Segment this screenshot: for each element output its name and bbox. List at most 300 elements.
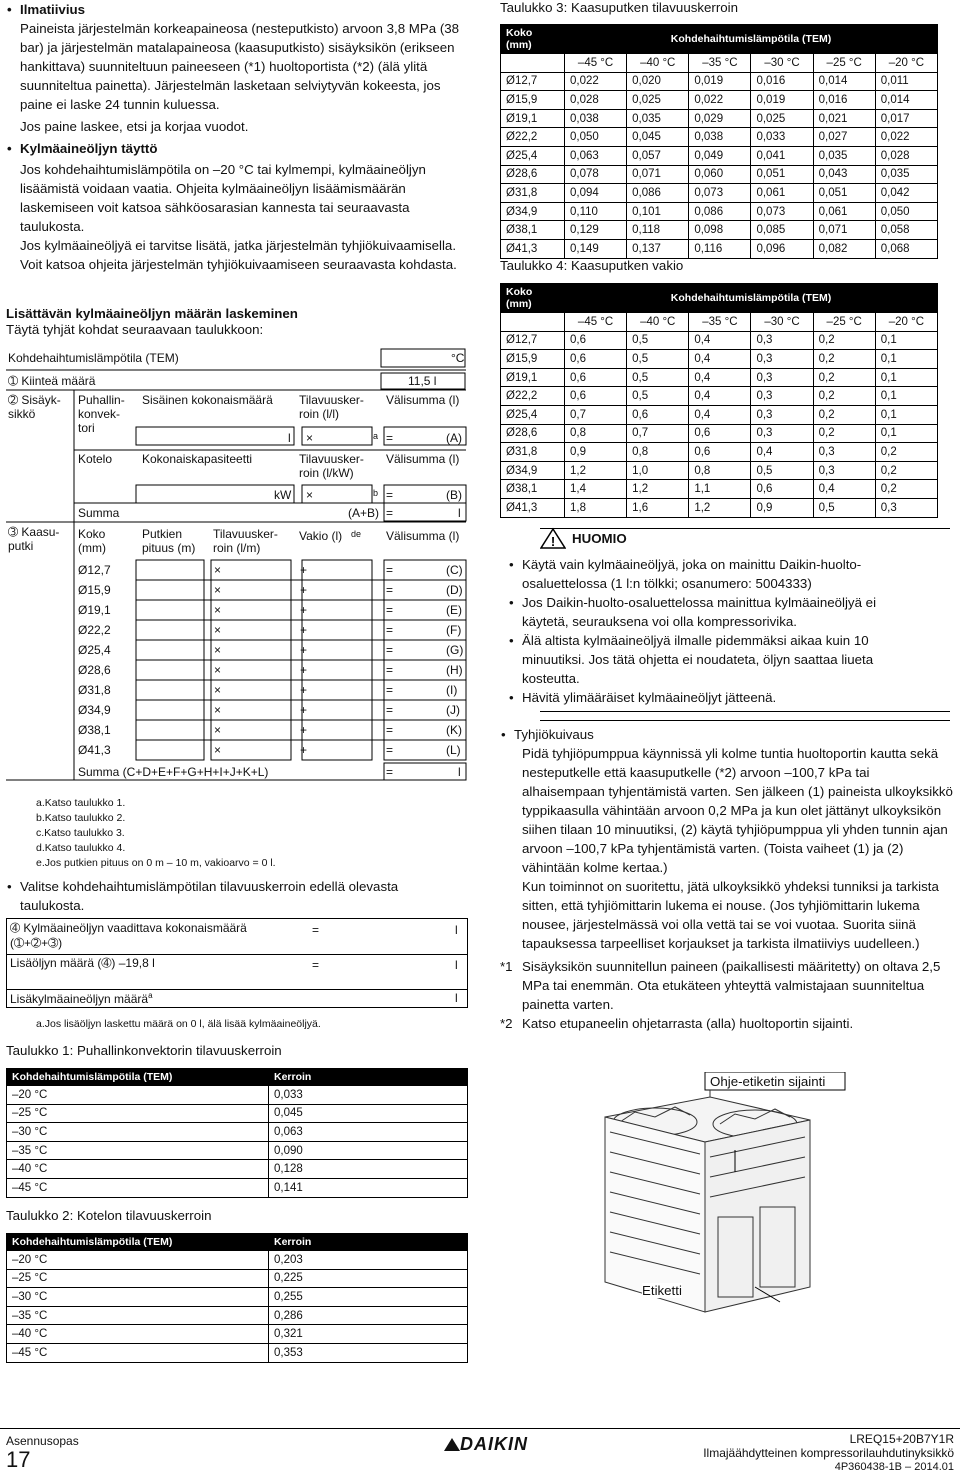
table-cell: Ø19,1	[501, 109, 565, 128]
table-cell: 0,060	[689, 165, 751, 184]
table-cell: 0,021	[813, 109, 875, 128]
calc-pipe-eq: =	[386, 563, 394, 577]
calc-A: (A)	[446, 431, 462, 445]
table-cell: 0,5	[813, 498, 875, 517]
table-row	[7, 1325, 468, 1344]
calc-pipe-row	[6, 700, 468, 720]
table-cell: Ø22,2	[501, 387, 565, 406]
warning-icon	[540, 527, 566, 549]
calc-pipe-row	[6, 580, 468, 600]
table-cell: 0,051	[751, 165, 813, 184]
table-cell: 0,1	[875, 350, 937, 369]
calc-pipe-plus: +	[300, 663, 308, 677]
table-cell: 0,029	[689, 109, 751, 128]
table-cell: 0,025	[627, 91, 689, 110]
table-row	[501, 165, 938, 184]
table-row	[501, 221, 938, 240]
calc-a-sup: a	[373, 431, 379, 441]
table-cell: 0,4	[813, 480, 875, 499]
table-cell: 0,027	[813, 128, 875, 147]
table-cell: 0,035	[875, 165, 937, 184]
calc-summa: Summa	[78, 506, 120, 520]
table4-title: Taulukko 4: Kaasuputken vakio	[500, 258, 684, 273]
fn2-marker: *2	[500, 1016, 513, 1031]
svg-text:!: !	[550, 534, 556, 549]
table-row	[501, 239, 938, 258]
table-cell: 0,149	[565, 239, 627, 258]
calc-pipe-size: Ø25,4	[78, 643, 111, 657]
table-row	[501, 424, 938, 443]
table-cell: –45 °C	[7, 1178, 269, 1197]
daikin-logo-text: DAIKIN	[460, 1434, 528, 1454]
calc-tilv3: Tilavuusker-roin (l/m)	[213, 527, 278, 555]
calc-l4: l	[458, 765, 461, 779]
table-cell: 0,9	[565, 443, 627, 462]
total-oil-box	[6, 918, 468, 1008]
calc-valis3: Välisumma (l)	[386, 529, 460, 543]
extra-oil-unit: l	[455, 958, 458, 972]
tyhjio-block	[500, 720, 955, 1033]
table-cell: 0,020	[627, 72, 689, 91]
table-cell: 1,1	[689, 480, 751, 499]
calc-times: ×	[306, 431, 314, 445]
table-cell: 0,073	[751, 202, 813, 221]
table-cell: 0,016	[813, 91, 875, 110]
footer-right	[703, 1432, 954, 1474]
calc-row3-label: ➂ Kaasu-putki	[8, 525, 60, 553]
ohje-label: Ohje-etiketin sijainti	[707, 1074, 828, 1089]
table-cell: 0,058	[875, 221, 937, 240]
table-cell: 0,6	[627, 405, 689, 424]
table-cell: 0,6	[565, 368, 627, 387]
t2-h1: Kohdehaihtumislämpötila (TEM)	[7, 1234, 269, 1251]
huomio-item: • Hävitä ylimääräiset kylmäaineöljyt jätteenä.	[508, 688, 900, 707]
t1-h2: Kerroin	[269, 1069, 468, 1086]
calc-koko: Koko (mm)	[78, 527, 106, 555]
table-cell: Ø19,1	[501, 368, 565, 387]
table-cell: –20 °C	[7, 1086, 269, 1105]
table-row	[7, 1141, 468, 1160]
bullet-oil-title: • Kylmäaineöljyn täyttö	[6, 139, 466, 158]
table-cell: 0,082	[813, 239, 875, 258]
calc-pipe-size: Ø19,1	[78, 603, 111, 617]
table-cell: 1,0	[627, 461, 689, 480]
huomio-item: • Käytä vain kylmäaineöljyä, joka on mainittu Daikin-huolto-osaluettelossa (1 l:n tölkki; osanumero: 5004333)	[508, 555, 900, 593]
table-cell: 0,073	[689, 184, 751, 203]
table-cell: 0,1	[875, 331, 937, 350]
calc-pipe-size: Ø15,9	[78, 583, 111, 597]
fn2-text: Katso etupaneelin ohjetarrasta (alla) huoltoportin sijainti.	[522, 1016, 854, 1031]
table-subheader-cell: –20 °C	[875, 313, 937, 332]
table-cell: 0,1	[875, 424, 937, 443]
calc-pipe-plus: +	[300, 643, 308, 657]
tyhjio-title: • Tyhjiökuivaus	[500, 725, 955, 744]
table-row	[501, 146, 938, 165]
table-cell: 0,101	[627, 202, 689, 221]
calc-pipe-size: Ø28,6	[78, 663, 111, 677]
table-cell: 0,042	[875, 184, 937, 203]
oil-text: Jos kohdehaihtumislämpötila on –20 °C tai kylmempi, kylmäaineöljyn lisäämistä voidaan vaatia. Ohjeita kylmäaineöljyn lisäämismäärän laskemiseen voit katsoa sähköosarasian kannesta tai seuraavasta taulukosta.	[20, 162, 426, 234]
table-cell: 0,3	[875, 498, 937, 517]
calc-sisainen: Sisäinen kokonaismäärä	[142, 393, 273, 407]
table-cell: 0,033	[269, 1086, 468, 1105]
table-cell: Ø38,1	[501, 221, 565, 240]
footnote-1	[500, 957, 955, 1014]
table-cell: –45 °C	[7, 1343, 269, 1362]
table-cell: 1,8	[565, 498, 627, 517]
calc-pipe-plus: +	[300, 623, 308, 637]
note-b: b.Katso taulukko 2.	[36, 812, 126, 824]
table-cell: 0,086	[627, 184, 689, 203]
calc-putkien: Putkien pituus (m)	[142, 527, 196, 555]
table-cell: 0,141	[269, 1178, 468, 1197]
t3-h1: Koko (mm)	[501, 25, 565, 54]
table-cell: 0,4	[689, 387, 751, 406]
calc-pipe-plus: +	[300, 603, 308, 617]
table-row	[501, 480, 938, 499]
table-cell: –35 °C	[7, 1141, 269, 1160]
calc-pipe-eq: =	[386, 723, 394, 737]
table-subheader-cell: –35 °C	[689, 54, 751, 73]
oil-text2: Jos kylmäaineöljyä ei tarvitse lisätä, jatka järjestelmän tyhjiökuivaamisella. Voit katsoa ohjeita järjestelmän tyhjiökuivaamiseen seuraavasta kohdasta.	[20, 238, 457, 272]
table-subheader-cell: –25 °C	[813, 54, 875, 73]
calc-vakio: Vakio (l)	[299, 529, 343, 543]
table-cell: 0,096	[751, 239, 813, 258]
calc-pipe-letter: (L)	[446, 743, 461, 757]
table-cell: 0,078	[565, 165, 627, 184]
table-cell: 0,6	[689, 443, 751, 462]
table-row	[501, 350, 938, 369]
table-subheader-cell: –20 °C	[875, 54, 937, 73]
table-cell: 0,022	[565, 72, 627, 91]
calc-pipe-row	[6, 620, 468, 640]
calc-pipe-row	[6, 560, 468, 580]
footer-product: Ilmajäähdytteinen kompressorilauhdutinyksikkö	[703, 1446, 954, 1460]
tyhjio-text: Pidä tyhjiöpumppua käynnissä yli kolme tuntia huoltoportin kautta sekä nesteputkelle että kaasuputkelle (*2) arvoon –100,7 kPa tai alhaisempaan tyhjentämistä varten. Sen jälkeen (1) paineista ulkoyksikkö typpikaasulla vähintään arvoon 0,2 MPa ja kun olet jättänyt ulkoyksikön siihen tilaan 10 minuutiksi, (2) käytä tyhjiöpumppua yli yhden tunnin ajan arvoon –100,7 kPa tyhjentämistä varten. (Toista vaiheet (1) ja (2) vähintään kolme kertaa.)	[522, 746, 953, 875]
table-cell: Ø12,7	[501, 72, 565, 91]
table-cell: 0,068	[875, 239, 937, 258]
calc-AB: (A+B)	[348, 506, 380, 520]
calc-pipe-letter: (D)	[446, 583, 463, 597]
t3-h2: Kohdehaihtumislämpötila (TEM)	[565, 25, 938, 54]
table-subheader-row	[501, 313, 938, 332]
calc-pipe-times: ×	[214, 663, 222, 677]
add-oil-sup: a	[148, 991, 153, 1000]
calc-kotelo: Kotelo	[78, 452, 113, 466]
table-cell: 0,098	[689, 221, 751, 240]
table-cell: 0,063	[269, 1123, 468, 1142]
table-cell: 0,061	[751, 184, 813, 203]
calc-de-sup: de	[351, 529, 362, 539]
table-cell: –25 °C	[7, 1104, 269, 1123]
footer-docno: 4P360438-1B – 2014.01	[834, 1461, 954, 1473]
table-cell: Ø34,9	[501, 202, 565, 221]
table-cell: 0,5	[627, 331, 689, 350]
calc-pipe-row	[6, 720, 468, 740]
calc-pipe-plus: +	[300, 583, 308, 597]
calc-pipe-eq: =	[386, 623, 394, 637]
huomio-header	[540, 527, 955, 549]
table-cell: 0,286	[269, 1306, 468, 1325]
calc-row1-value: 11,5 l	[408, 374, 437, 388]
table-cell: 0,028	[875, 146, 937, 165]
note-a: a.Katso taulukko 1.	[36, 797, 126, 809]
calc-pipe-plus: +	[300, 743, 308, 757]
calc-kokonais: Kokonaiskapasiteetti	[142, 452, 253, 466]
table-cell: 0,3	[751, 405, 813, 424]
table-cell: Ø25,4	[501, 146, 565, 165]
add-oil-unit: l	[455, 991, 458, 1005]
ilmatiivius-text: Paineista järjestelmän korkeapaineosa (nesteputkisto) arvoon 3,8 MPa (38 bar) ja järjestelmän matalapaineosa (kaasuputkisto) sisäyksikön (erikseen hankittava) suunniteltuun paineeseen (*1) huoltoportista (*2) (älä ylitä suunniteltua painetta). Järjestelmän lasketaan selviytyvän kokeesta, jos paine ei laske 24 tunnin kuluessa.	[20, 21, 460, 112]
table-row	[501, 91, 938, 110]
note-d: d.Katso taulukko 4.	[36, 842, 126, 854]
calc-pipe-size: Ø22,2	[78, 623, 111, 637]
t2-h2: Kerroin	[269, 1234, 468, 1251]
table-row	[501, 405, 938, 424]
table-cell: 0,6	[565, 350, 627, 369]
table-cell: –30 °C	[7, 1288, 269, 1307]
table-cell: 0,129	[565, 221, 627, 240]
table-cell: 1,2	[689, 498, 751, 517]
table-cell: 0,071	[627, 165, 689, 184]
table-cell: 0,8	[689, 461, 751, 480]
table-cell: 0,3	[751, 331, 813, 350]
table-row	[7, 1123, 468, 1142]
table-row	[7, 1269, 468, 1288]
calc-pipe-letter: (H)	[446, 663, 463, 677]
table-row	[501, 331, 938, 350]
table-cell: 0,8	[627, 443, 689, 462]
table-subheader-cell: –25 °C	[813, 313, 875, 332]
table-cell: Ø31,8	[501, 443, 565, 462]
calc-pipe-row	[6, 680, 468, 700]
note-c: c.Katso taulukko 3.	[36, 827, 125, 839]
table-cell: 0,137	[627, 239, 689, 258]
table-row	[501, 184, 938, 203]
box2-note: a.Jos lisäöljyn laskettu määrä on 0 l, älä lisää kylmäaineöljyä.	[36, 1018, 321, 1030]
calc-degc: °C	[451, 351, 465, 365]
table-row	[7, 1306, 468, 1325]
footnote-2	[500, 1014, 955, 1033]
footer-model: LREQ15+20B7Y1R	[849, 1432, 954, 1446]
calc-pipe-size: Ø38,1	[78, 723, 111, 737]
table-cell: 0,085	[751, 221, 813, 240]
huomio-block	[500, 528, 955, 712]
table-cell: 0,041	[751, 146, 813, 165]
calc-pipe-times: ×	[214, 703, 222, 717]
etiketti-label: Etiketti	[642, 1283, 682, 1298]
table-cell: 0,6	[689, 424, 751, 443]
calc-puhallin: Puhallin-konvek-tori	[78, 393, 125, 435]
calc-pipe-size: Ø34,9	[78, 703, 111, 717]
calc-kw-unit: kW	[274, 488, 292, 502]
calc-pipe-times: ×	[214, 743, 222, 757]
table-cell: –20 °C	[7, 1251, 269, 1270]
table-cell: 0,025	[751, 109, 813, 128]
table-cell: 0,038	[565, 109, 627, 128]
table-cell: 0,5	[627, 387, 689, 406]
calc-pipe-times: ×	[214, 563, 222, 577]
huomio-title: HUOMIO	[572, 530, 627, 546]
table3	[500, 24, 938, 259]
table-row	[501, 128, 938, 147]
table-cell: 0,9	[751, 498, 813, 517]
table-cell: 0,063	[565, 146, 627, 165]
table-row	[501, 202, 938, 221]
calc-pipe-plus: +	[300, 703, 308, 717]
table-cell: 0,203	[269, 1251, 468, 1270]
t4-h1: Koko (mm)	[501, 284, 565, 313]
table-subheader-cell: –30 °C	[751, 313, 813, 332]
table-row	[7, 1251, 468, 1270]
calc-pipe-eq: =	[386, 583, 394, 597]
calc-valis: Välisumma (l)	[386, 393, 460, 407]
daikin-logo-icon	[444, 1438, 460, 1452]
table-cell: 0,4	[689, 368, 751, 387]
valitse-text: • Valitse kohdehaihtumislämpötilan tilavuuskerroin edellä olevasta taulukosta.	[6, 877, 466, 915]
table-cell: 0,118	[627, 221, 689, 240]
calc-pipe-eq: =	[386, 603, 394, 617]
table-cell: 0,255	[269, 1288, 468, 1307]
calc-pipe-size: Ø31,8	[78, 683, 111, 697]
calc-valis2: Välisumma (l)	[386, 452, 460, 466]
calc-pipe-letter: (K)	[446, 723, 462, 737]
table-cell: 0,3	[751, 350, 813, 369]
table-cell: 0,033	[751, 128, 813, 147]
table-subheader-cell: –40 °C	[627, 54, 689, 73]
table-cell: 0,050	[565, 128, 627, 147]
table-cell: 0,014	[875, 91, 937, 110]
calc-B: (B)	[446, 488, 462, 502]
table-cell: Ø15,9	[501, 350, 565, 369]
calc-tilv: Tilavuusker-roin (l/l)	[299, 393, 364, 421]
table-cell: 0,2	[813, 331, 875, 350]
table-cell: 0,2	[813, 405, 875, 424]
table-cell: 0,2	[813, 387, 875, 406]
table-cell: Ø41,3	[501, 498, 565, 517]
table-cell: 0,3	[751, 368, 813, 387]
extra-oil-label: Lisäöljyn määrä (➃) –19,8 l	[10, 956, 155, 970]
table-row	[7, 1104, 468, 1123]
table-cell: 0,6	[751, 480, 813, 499]
table-cell: 0,110	[565, 202, 627, 221]
table-cell: 0,7	[627, 424, 689, 443]
table-cell: 0,050	[875, 202, 937, 221]
tyhjio-text2: Kun toiminnot on suoritettu, jätä ulkoyksikkö yhdeksi tunniksi ja tarkista sitten, että tyhjiömittarin lukema ei nouse. (Jos tyhjiömittarin lukema nousee, järjestelmässä voi olla vettä tai se voi vuotaa. Suorita siinä tapauksessa tarpeelliset korjaukset ja tarkista ilmatiiviys uudelleen.)	[522, 879, 939, 951]
note-e: e.Jos putkien pituus on 0 m – 10 m, vakioarvo = 0 l.	[36, 857, 276, 869]
calc-pipe-letter: (G)	[446, 643, 464, 657]
calc-sum2: Summa (C+D+E+F+G+H+I+J+K+L)	[78, 765, 269, 779]
table-subheader-row	[501, 54, 938, 73]
table-cell: 0,8	[565, 424, 627, 443]
footer-page-number: 17	[6, 1447, 31, 1472]
table-cell: 0,2	[875, 461, 937, 480]
calc-pipe-letter: (J)	[446, 703, 460, 717]
calc-times2: ×	[306, 488, 314, 502]
table-cell: 0,2	[875, 480, 937, 499]
calc-pipe-times: ×	[214, 623, 222, 637]
table-row	[501, 498, 938, 517]
table-row	[7, 1178, 468, 1197]
table-cell: 0,353	[269, 1343, 468, 1362]
table-cell: 0,2	[813, 368, 875, 387]
table-cell: 0,049	[689, 146, 751, 165]
table-row	[501, 109, 938, 128]
calc-pipe-times: ×	[214, 603, 222, 617]
page-footer	[0, 1414, 960, 1474]
ilmatiivius-text2: Jos paine laskee, etsi ja korjaa vuodot.	[20, 119, 249, 134]
table-cell	[501, 54, 565, 73]
calc-pipe-eq: =	[386, 703, 394, 717]
calc-pipe-eq: =	[386, 663, 394, 677]
table-row	[501, 387, 938, 406]
calc-pipe-letter: (F)	[446, 623, 462, 637]
total-oil-unit: l	[455, 923, 458, 937]
table-cell: Ø38,1	[501, 480, 565, 499]
calc-pipe-eq: =	[386, 683, 394, 697]
calc-pipe-row	[6, 740, 468, 760]
calc-pipe-letter: (E)	[446, 603, 462, 617]
table-cell: Ø28,6	[501, 165, 565, 184]
table-cell: 0,090	[269, 1141, 468, 1160]
table-cell: 0,4	[751, 443, 813, 462]
calc-pipe-row	[6, 640, 468, 660]
total-oil-eq: =	[312, 923, 320, 937]
table-cell: 0,3	[813, 443, 875, 462]
calc-pipe-times: ×	[214, 643, 222, 657]
table-cell: 0,5	[627, 350, 689, 369]
table-cell: 1,2	[565, 461, 627, 480]
extra-oil-eq: =	[312, 958, 320, 972]
table-cell: Ø25,4	[501, 405, 565, 424]
huomio-list	[500, 555, 900, 707]
table-cell: 0,1	[875, 405, 937, 424]
table-subheader-cell: –40 °C	[627, 313, 689, 332]
table-cell: 0,019	[751, 91, 813, 110]
table-cell: 0,045	[269, 1104, 468, 1123]
table-row	[501, 368, 938, 387]
calc-row1-label: ➀ Kiinteä määrä	[8, 374, 96, 388]
calc-pipe-times: ×	[214, 583, 222, 597]
table-cell: 0,038	[689, 128, 751, 147]
calc-pipe-eq: =	[386, 743, 394, 757]
calc-l-unit: l	[288, 431, 291, 445]
add-oil-text: Lisäkylmäaineöljyn määrä	[10, 992, 149, 1006]
table-cell: 0,061	[813, 202, 875, 221]
table-cell: Ø12,7	[501, 331, 565, 350]
table-cell: –30 °C	[7, 1123, 269, 1142]
table-cell: 0,035	[627, 109, 689, 128]
table-cell: 0,7	[565, 405, 627, 424]
table-cell: 0,016	[751, 72, 813, 91]
calc-l3: l	[458, 506, 461, 520]
table-cell: 0,071	[813, 221, 875, 240]
table2-title: Taulukko 2: Kotelon tilavuuskerroin	[6, 1208, 212, 1223]
table-cell: 0,2	[875, 443, 937, 462]
table-cell: 0,086	[689, 202, 751, 221]
table-cell: 1,2	[627, 480, 689, 499]
table-cell: 0,045	[627, 128, 689, 147]
calc-pipe-row	[6, 660, 468, 680]
footer-doc-type: Asennusopas	[6, 1434, 79, 1448]
table-cell: 0,4	[689, 405, 751, 424]
table-cell: 0,1	[875, 368, 937, 387]
table-cell: 0,2	[813, 350, 875, 369]
table-cell: 0,321	[269, 1325, 468, 1344]
table-subheader-cell: –45 °C	[565, 54, 627, 73]
table-cell: 0,4	[689, 331, 751, 350]
table-row	[7, 1343, 468, 1362]
